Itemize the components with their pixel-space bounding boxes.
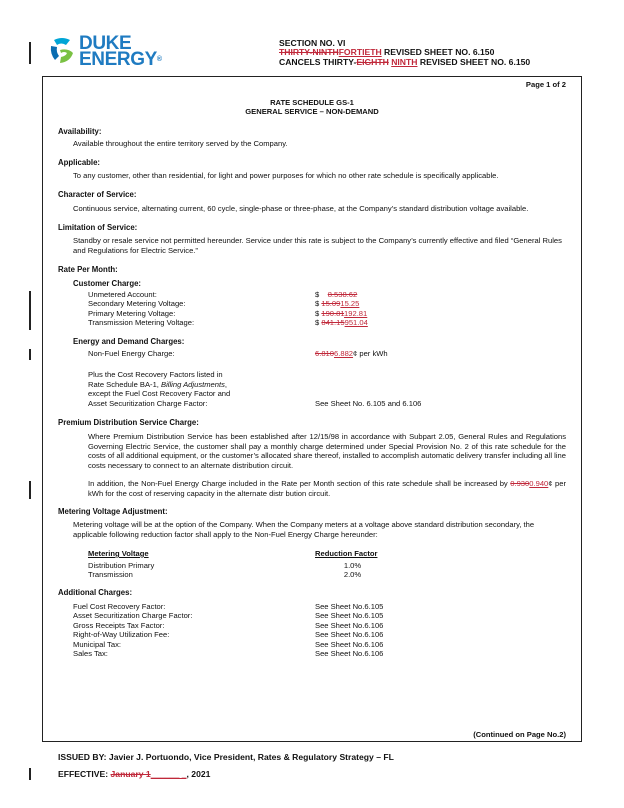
premium-paragraph-1: Where Premium Distribution Service has been established after 12/15/98 in accordance with Subpart 2.05, General Rules and Regulations Governing Electric Service, the customer shall pay a monthly charge determined under Special Provision No. 2 of this rate schedule for the costs of all additional equipment, or the customer’s allocated share thereof, installed to accomplish automatic delivery transfer including all line costs necessary to connect to an alternate distribution circuit. [88,432,566,470]
effective-date: EFFECTIVE: January 1______ _, 2021 [58,769,211,779]
additional-ref-5: See Sheet No.6.106 [315,640,384,649]
additional-label-4: Right-of-Way Utilization Fee: [73,630,170,639]
customer-label-1: Unmetered Account: [88,290,157,299]
additional-label-5: Municipal Tax: [73,640,121,649]
character-heading: Character of Service: [58,190,137,199]
additional-label-2: Asset Securitization Charge Factor: [73,611,193,620]
logo-mark-icon [48,36,76,66]
additional-ref-1: See Sheet No.6.105 [315,602,384,611]
duke-energy-logo [48,33,162,70]
change-bar [29,42,31,64]
metering-row-factor-2: 2.0% [343,570,362,579]
page-number: Page 1 of 2 [525,80,566,89]
section-number: SECTION NO. VI [279,38,346,48]
revised-sheet: THIRTY-NINTHFORTIETH REVISED SHEET NO. 6.150 [279,47,495,57]
additional-ref-3: See Sheet No.6.106 [315,621,384,630]
change-bar [29,291,31,330]
applicable-text: To any customer, other than residential, for light and power purposes for which no other rate schedule is specifically applicable. [73,171,499,180]
availability-text: Available throughout the entire territory served by the Company. [73,139,288,148]
availability-heading: Availability: [58,127,102,136]
change-bar [29,481,31,499]
metering-col-factor: Reduction Factor [315,549,378,558]
metering-row-voltage-2: Transmission [88,570,133,579]
issued-by: ISSUED BY: Javier J. Portuondo, Vice President, Rates & Regulatory Strategy – FL [58,752,394,762]
premium-heading: Premium Distribution Service Charge: [58,418,199,427]
change-bar [29,768,31,780]
cost-recovery-note: Plus the Cost Recovery Factors listed in Rate Schedule BA-1, Billing Adjustments, except the Fuel Cost Recovery Factor and Asset Securitization Charge Factor: [88,370,231,408]
metering-row-factor-1: 1.0% [343,561,362,570]
additional-ref-4: See Sheet No.6.106 [315,630,384,639]
customer-label-3: Primary Metering Voltage: [88,309,176,318]
customer-label-4: Transmission Metering Voltage: [88,318,195,327]
additional-label-1: Fuel Cost Recovery Factor: [73,602,166,611]
customer-value-3: $ 190.81192.81 [315,309,368,318]
customer-charge-heading: Customer Charge: [73,279,142,288]
additional-label-6: Sales Tax: [73,649,108,658]
change-bar [29,349,31,360]
premium-paragraph-2: In addition, the Non-Fuel Energy Charge included in the Rate per Month section of this rate schedule shall be increased by 0.9300.940¢ per kWh for the cost of reserving capacity in the alternate distr bution circuit. [88,479,566,498]
character-text: Continuous service, alternating current, 60 cycle, single-phase or three-phase, at the Company’s standard distribution voltage available. [73,204,529,213]
customer-value-2: $ 15.0915.25 [315,299,360,308]
customer-value-4: $ 841.15951.04 [315,318,368,327]
limitation-heading: Limitation of Service: [58,223,138,232]
limitation-text: Standby or resale service not permitted hereunder. Service under this rate is subject to the Company’s currently effective and filed “General Rules and Regulations for Electric Service.” [73,236,562,255]
additional-label-3: Gross Receipts Tax Factor: [73,621,165,630]
customer-value-1: $ 8.538.62 [315,290,358,299]
logo-line2: ENERGY® [79,49,162,70]
logo-line1: DUKE [79,33,132,54]
metering-heading: Metering Voltage Adjustment: [58,507,168,516]
metering-text: Metering voltage will be at the option of the Company. When the Company meters at a voltage above standard distribution secondary, the applicable following reduction factor shall apply to the Non-Fuel Energy Charge hereunder: [73,520,535,539]
continued-note: (Continued on Page No.2) [473,730,566,739]
nonfuel-label: Non-Fuel Energy Charge: [88,349,175,358]
metering-col-voltage: Metering Voltage [88,549,149,558]
rate-heading: Rate Per Month: [58,265,118,274]
additional-heading: Additional Charges: [58,588,133,597]
customer-label-2: Secondary Metering Voltage: [88,299,186,308]
cancels-sheet: CANCELS THIRTY-EIGHTH NINTH REVISED SHEET NO. 6.150 [279,57,531,67]
additional-ref-6: See Sheet No.6.106 [315,649,384,658]
applicable-heading: Applicable: [58,158,101,167]
schedule-title: RATE SCHEDULE GS-1 [270,98,354,107]
cost-recovery-ref: See Sheet No. 6.105 and 6.106 [315,399,422,408]
schedule-subtitle: GENERAL SERVICE – NON-DEMAND [245,107,379,116]
metering-row-voltage-1: Distribution Primary [88,561,155,570]
additional-ref-2: See Sheet No.6.105 [315,611,384,620]
energy-charges-heading: Energy and Demand Charges: [73,337,185,346]
nonfuel-value: 6.8106.882¢ per kWh [315,349,388,358]
